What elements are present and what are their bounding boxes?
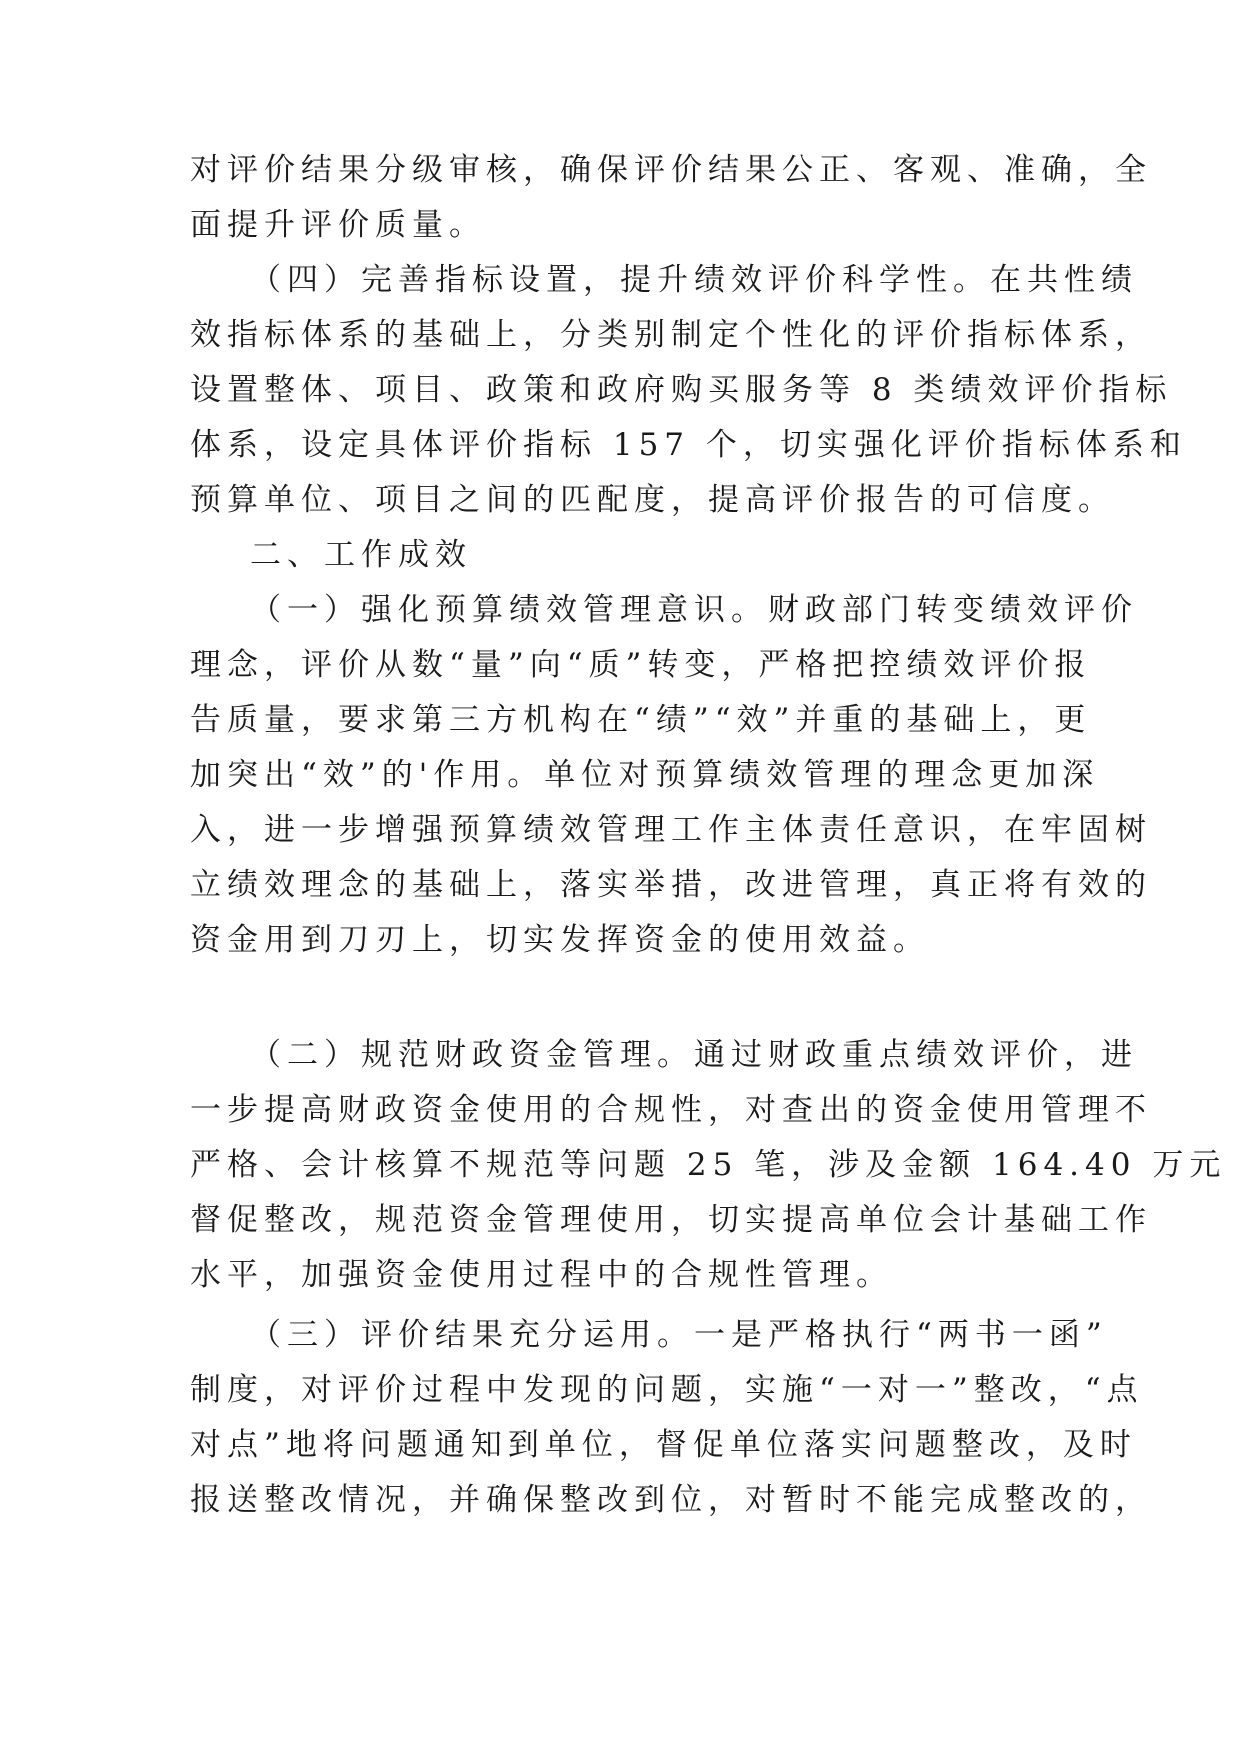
section-heading-4: （四）完善指标设置，提升绩效评价科学性。在共性绩 bbox=[250, 262, 1138, 298]
text-line: 水平，加强资金使用过程中的合规性管理。 bbox=[190, 1257, 893, 1293]
section-heading-1: （一）强化预算绩效管理意识。财政部门转变绩效评价 bbox=[250, 592, 1138, 628]
text-line: 理念，评价从数“量”向“质”转变，严格把控绩效评价报 bbox=[190, 647, 1092, 683]
chapter-heading: 二、工作成效 bbox=[250, 537, 472, 573]
text-line: 立绩效理念的基础上，落实举措，改进管理，真正将有效的 bbox=[190, 867, 1152, 903]
text-line: 入，进一步增强预算绩效管理工作主体责任意识，在牢固树 bbox=[190, 812, 1152, 848]
text-line: 制度，对评价过程中发现的问题，实施“一对一”整改，“点 bbox=[190, 1372, 1144, 1408]
text-line: 面提升评价质量。 bbox=[190, 207, 486, 243]
section-heading-3: （三）评价结果充分运用。一是严格执行“两书一函” bbox=[250, 1317, 1108, 1353]
text-line: 对点”地将问题通知到单位，督促单位落实问题整改，及时 bbox=[190, 1427, 1137, 1463]
text-line: 督促整改，规范资金管理使用，切实提高单位会计基础工作 bbox=[190, 1202, 1152, 1238]
text-line: 预算单位、项目之间的匹配度，提高评价报告的可信度。 bbox=[190, 482, 1115, 518]
section-heading-2: （二）规范财政资金管理。通过财政重点绩效评价，进 bbox=[250, 1037, 1138, 1073]
text-line: 加突出“效”的'作用。单位对预算绩效管理的理念更加深 bbox=[190, 757, 1100, 793]
text-line: 一步提高财政资金使用的合规性，对查出的资金使用管理不 bbox=[190, 1092, 1152, 1128]
text-line: 体系，设定具体评价指标 157 个，切实强化评价指标体系和 bbox=[190, 427, 1187, 463]
text-line: 资金用到刀刃上，切实发挥资金的使用效益。 bbox=[190, 922, 930, 958]
text-line: 设置整体、项目、政策和政府购买服务等 8 类绩效评价指标 bbox=[190, 372, 1173, 408]
text-line: 对评价结果分级审核，确保评价结果公正、客观、准确，全 bbox=[190, 152, 1152, 188]
text-line: 效指标体系的基础上，分类别制定个性化的评价指标体系， bbox=[190, 317, 1152, 353]
text-line: 报送整改情况，并确保整改到位，对暂时不能完成整改的， bbox=[190, 1482, 1152, 1518]
text-line: 告质量，要求第三方机构在“绩”“效”并重的基础上，更 bbox=[190, 702, 1092, 738]
text-line: 严格、会计核算不规范等问题 25 笔，涉及金额 164.40 万元 bbox=[190, 1147, 1227, 1183]
